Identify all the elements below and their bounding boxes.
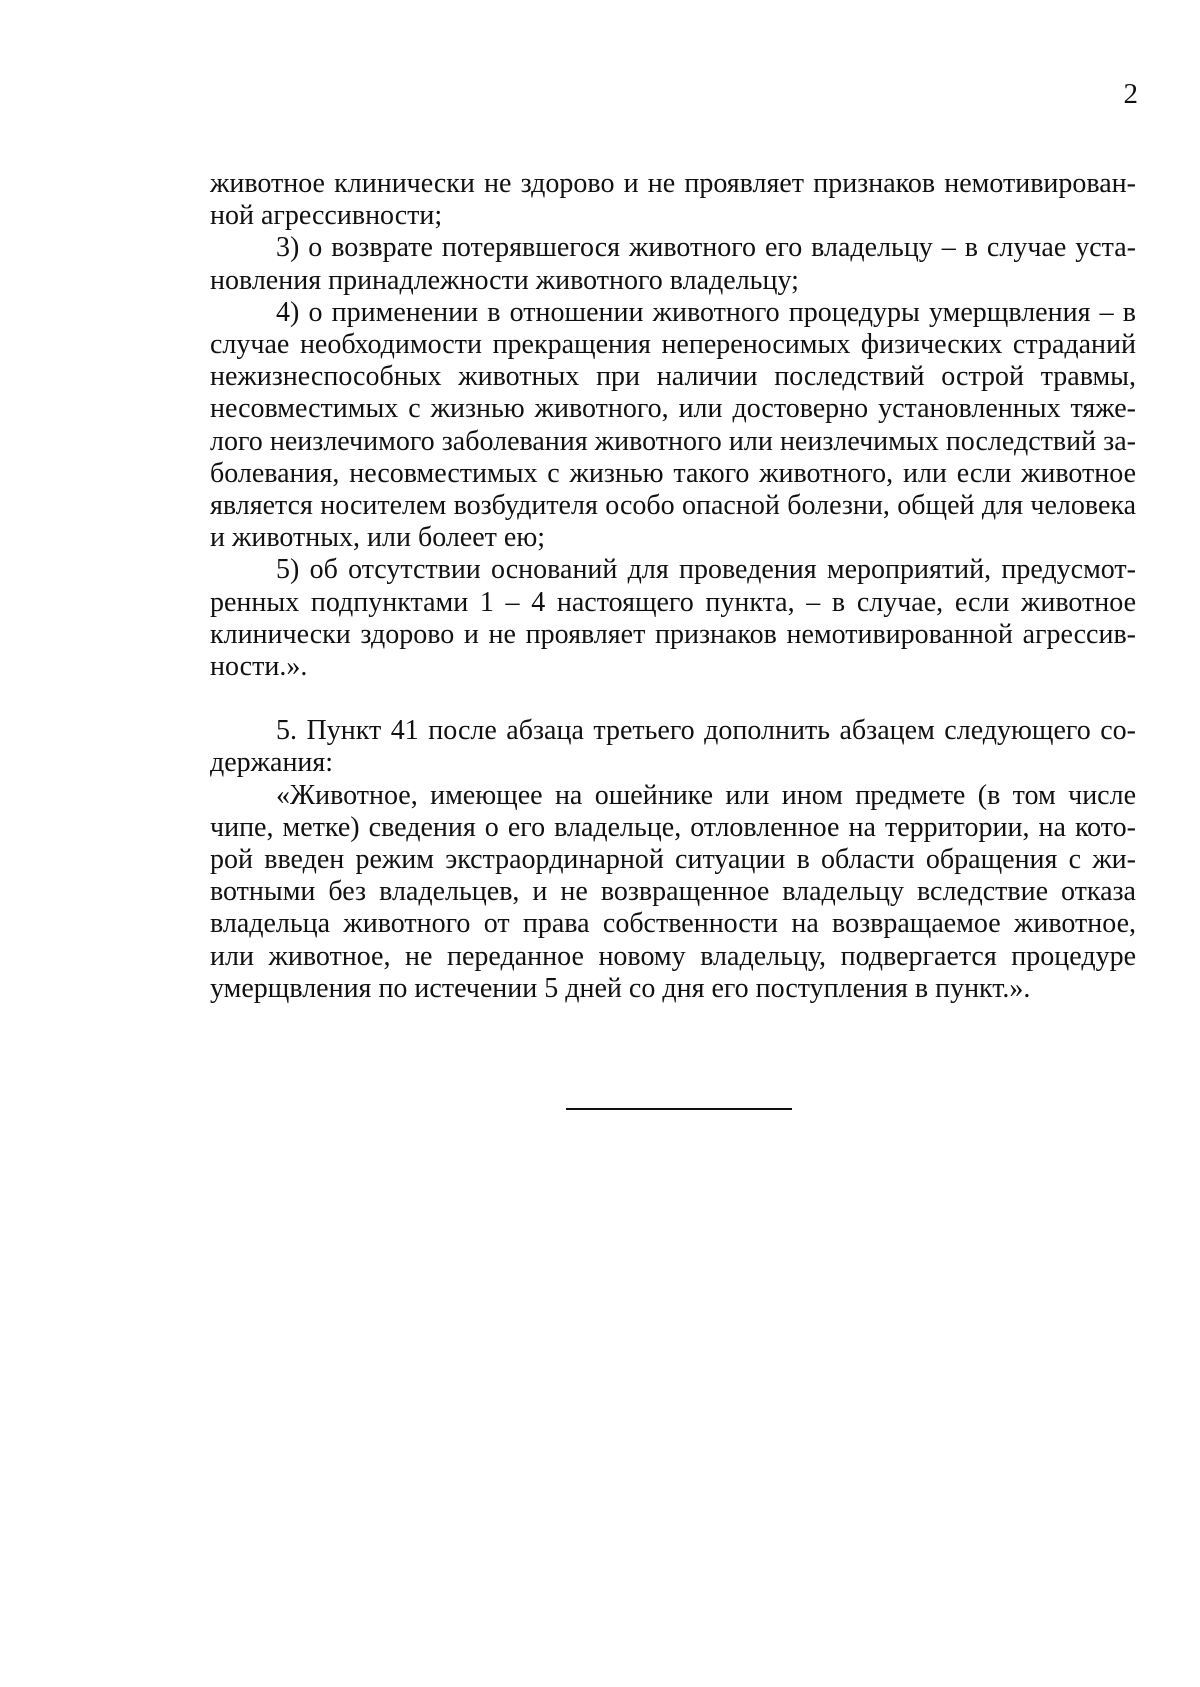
end-of-document-rule [566,1108,792,1110]
paragraph-continuation: животное клинически не здорово и не проявляет признаков немотивированной агрессивности; [210,168,1136,232]
paragraph-section-5: 5. Пункт 41 после абзаца третьего дополнить абзацем следующего содержания: [210,715,1136,779]
page-number: 2 [1123,78,1138,110]
document-body [210,168,1136,1005]
paragraph-item-4: 4) о применении в отношении животного процедуры умерщвления – в случае необходимости прекращения непереносимых физических страданий нежизнеспособных животных при наличии последствий острой травмы, несовместимых с жизнью животного, или достоверно установленных тяжелого неизлечимого заболевания животного или неизлечимых последствий заболевания, несовместимых с жизнью такого животного, или если животное является носителем возбудителя особо опасной болезни, общей для человека и животных, или болеет ею; [210,296,1136,554]
paragraph-quoted-insertion: «Животное, имеющее на ошейнике или ином предмете (в том числе чипе, метке) сведения о его владельце, отловленное на территории, на которой введен режим экстраординарной ситуации в области обращения с животными без владельцев, и не возвращенное владельцу вследствие отказа владельца животного от права собственности на возвращаемое животное, или животное, не переданное новому владельцу, подвергается процедуре умерщвления по истечении 5 дней со дня его поступления в пункт.». [210,779,1136,1004]
paragraph-item-3: 3) о возврате потерявшегося животного его владельцу – в случае установления принадлежности животного владельцу; [210,232,1136,296]
paragraph-item-5: 5) об отсутствии оснований для проведения мероприятий, предусмотренных подпунктами 1 – 4 настоящего пункта, – в случае, если животное клинически здорово и не проявляет признаков немотивированной агрессивности.». [210,554,1136,683]
